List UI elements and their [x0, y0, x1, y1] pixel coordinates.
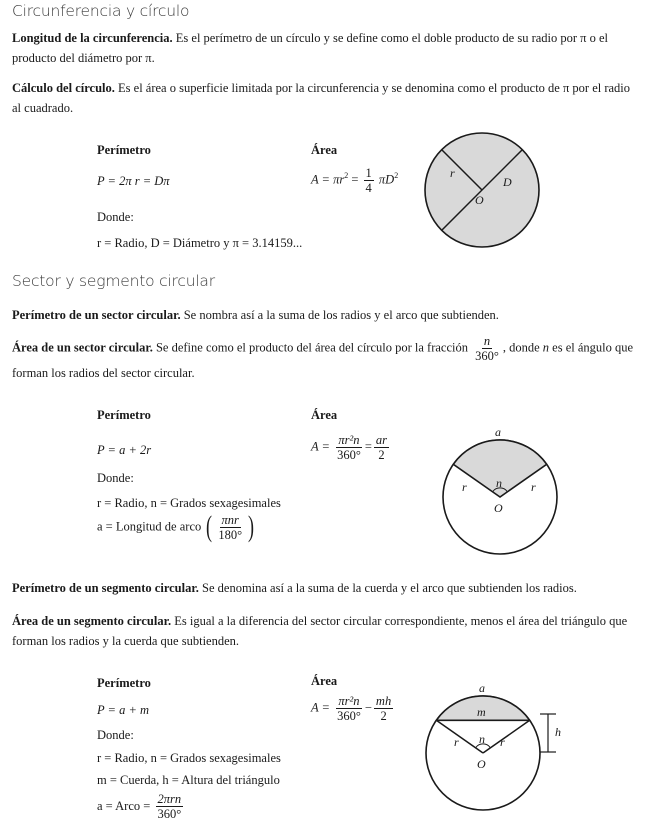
term-segment-perimeter: Perímetro de un segmento circular.: [12, 581, 199, 595]
frac-num: πnr: [221, 512, 239, 527]
paragraph-circumference-length: [12, 28, 638, 68]
frac-num: ar: [375, 433, 388, 447]
segment-area-formula: [311, 694, 395, 723]
segment-arc-formula: [97, 792, 185, 821]
definition-text: Es el perímetro de un círculo y se define como el doble producto de su radio por π o el producto del diámetro por π.: [12, 31, 609, 65]
area-heading: Área: [311, 143, 338, 157]
label-r-right: r: [531, 480, 536, 494]
fraction-ar-over-2: [374, 433, 389, 462]
frac-num: 1: [365, 166, 372, 180]
fraction-pi-r2-n-over-360: [335, 694, 363, 723]
frac-num: 2πrn: [157, 792, 182, 806]
label-O: O: [477, 757, 486, 771]
term-circle-area: Cálculo del círculo.: [12, 81, 115, 95]
formula-lhs: A = πr: [311, 172, 345, 187]
definition-text: Se denomina así a la suma de la cuerda y el arco que subtienden los radios.: [198, 581, 577, 595]
label-n: n: [496, 476, 502, 490]
section-title-circle: Circunferencia y círculo: [12, 2, 190, 20]
sector-perimeter-formula: [97, 443, 151, 458]
frac-den: 2: [380, 709, 387, 723]
minus-sign: −: [364, 700, 372, 715]
paragraph-circle-area: [12, 78, 638, 118]
term-segment-area: Área de un segmento circular.: [12, 614, 172, 628]
label-m: m: [477, 705, 486, 719]
formula-lhs: A =: [311, 700, 334, 715]
arc-fraction-parenthesized: ( $\frac{\text{πnr}}{180^\circ}$ ): [206, 510, 255, 543]
frac-num: πr²n: [338, 433, 360, 447]
arc-label: a = Longitud de arco: [97, 519, 202, 534]
definition-text: Es el área o superficie limitada por la circunferencia y se denomina como el producto de π por el radio al cuadrado.: [12, 81, 631, 115]
arc-label: a = Arco =: [97, 799, 154, 813]
paragraph-sector-perimeter: [12, 305, 638, 325]
fraction-one-quarter: [364, 166, 374, 195]
sector-perimeter-heading: Perímetro: [97, 408, 151, 422]
circle-perimeter-formula: [97, 174, 170, 189]
frac-den: 4: [365, 181, 372, 195]
frac-den: 360°: [337, 448, 361, 462]
segment-variables-1: r = Radio, n = Grados sexagesimales: [97, 751, 281, 765]
frac-den: 180°: [218, 527, 243, 542]
perimeter-heading: Perímetro: [97, 143, 151, 157]
formula-text: P = a + 2r: [97, 443, 152, 457]
circle-area-formula: $A = \pi r^2$ = $\frac{1}{4}$ $\pi D^2$: [311, 166, 399, 195]
label-O: O: [475, 193, 484, 207]
frac-den: 360°: [157, 807, 182, 821]
label-r: r: [450, 166, 455, 180]
frac-den: 360°: [337, 709, 361, 723]
term-sector-perimeter: Perímetro de un sector circular.: [12, 308, 181, 322]
equals: =: [348, 172, 362, 187]
label-r-left: r: [462, 480, 467, 494]
definition-text: Es igual a la diferencia del sector circular correspondiente, menos el área del triángulo que forman los radios y la cuerda que subtienden.: [12, 614, 628, 648]
definition-text: es el ángulo que forman los radios del sector circular.: [12, 340, 634, 380]
label-r-left: r: [454, 735, 459, 749]
term-sector-area: Área de un sector circular.: [12, 340, 153, 355]
label-r-right: r: [500, 735, 505, 749]
segment-area-heading: Área: [311, 674, 338, 688]
frac-num: mh: [375, 694, 392, 708]
frac-num: πr²n: [338, 694, 360, 708]
label-n: n: [479, 732, 485, 746]
label-h: h: [555, 725, 561, 739]
sector-diagram: [433, 425, 573, 565]
circle-diagram: [415, 122, 555, 262]
fraction-2pirn-over-360: [155, 792, 183, 821]
frac-num: n: [483, 334, 491, 348]
section-title-sector-segment: Sector y segmento circular: [12, 272, 215, 290]
formula-lhs: A =: [311, 439, 334, 454]
var-n: n: [542, 340, 550, 355]
sector-variables: r = Radio, n = Grados sexagesimales: [97, 496, 281, 510]
term-circumference-length: Longitud de la circunferencia.: [12, 31, 173, 45]
fraction-n-over-360: [473, 334, 501, 363]
sector-area-formula: A = $\frac{\text{πr²n}}{360^\circ}$ = $\frac{ar}{2}$: [311, 433, 388, 462]
segment-donde-label: Donde:: [97, 728, 134, 742]
paragraph-sector-area: [12, 334, 638, 383]
sector-donde-label: Donde:: [97, 471, 134, 485]
sector-area-heading: Área: [311, 408, 338, 422]
circle-variables: r = Radio, D = Diámetro y π = 3.14159...: [97, 236, 303, 250]
fraction-mh-over-2: [374, 694, 393, 723]
definition-text: , donde: [502, 340, 543, 355]
sector-arc-length: [97, 512, 256, 542]
segment-diagram: [416, 680, 576, 825]
label-O: O: [494, 501, 503, 515]
label-a: a: [495, 425, 501, 439]
segment-perimeter-heading: Perímetro: [97, 676, 151, 690]
definition-text: Se nombra así a la suma de los radios y el arco que subtienden.: [180, 308, 499, 322]
paragraph-segment-perimeter: [12, 578, 638, 598]
label-a: a: [479, 681, 485, 695]
fraction-pi-r2-n-over-360: [335, 433, 363, 462]
segment-variables-2: m = Cuerda, h = Altura del triángulo: [97, 773, 280, 787]
definition-text: Se define como el producto del área del círculo por la fracción: [152, 340, 472, 355]
formula-text: P = a + m: [97, 703, 150, 717]
formula-rhs: πD: [375, 172, 395, 187]
segment-perimeter-formula: [97, 703, 149, 718]
paragraph-segment-area: [12, 611, 638, 651]
frac-den: 2: [378, 448, 385, 462]
frac-den: 360°: [475, 349, 499, 363]
donde-label: Donde:: [97, 210, 134, 224]
formula-text: P = 2π r = Dπ: [97, 174, 170, 188]
label-D: D: [503, 175, 512, 189]
